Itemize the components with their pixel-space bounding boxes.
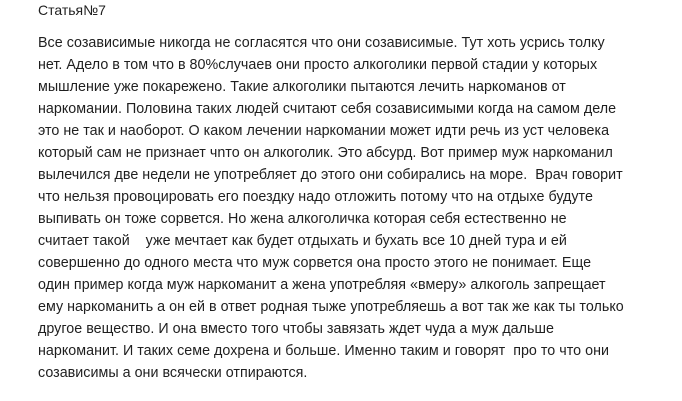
paragraph-line-13: ему наркоманить а он ей в ответ родная тыже употребляешь а вот так же как ты только xyxy=(38,299,624,315)
paragraph-line-2: нет. Адело в том что в 80%случаев они просто алкоголики первой стадии у которых xyxy=(38,57,598,73)
paragraph-line-12: один пример когда муж наркоманит а жена употребляя «вмеру» алкоголь запрещает xyxy=(38,277,606,293)
paragraph-line-7: вылечился две недели не употребляет до этого они собирались на море. Врач говорит xyxy=(38,167,623,183)
paragraph-line-11: совершенно до одного места что муж сорвется она просто этого не понимает. Еще xyxy=(38,255,592,271)
document-title: Статья№7 xyxy=(38,2,106,18)
paragraph-line-1: Все созависимые никогда не согласятся что они созависимые. Тут хоть усрись толку xyxy=(38,35,605,51)
paragraph-line-9: выпивать он тоже сорвется. Но жена алкоголичка которая себя естественно не xyxy=(38,211,567,227)
paragraph-line-15: наркоманит. И таких семе дохрена и больше. Именно таким и говорят про то что они xyxy=(38,343,609,359)
paragraph-line-5: это не так и наоборот. О каком лечении наркомании может идти речь из уст человека xyxy=(38,123,610,139)
paragraph-line-16: созависимы а они всячески отпираются. xyxy=(38,365,308,381)
paragraph-line-8: что нельзя провоцировать его поездку надо отложить потому что на отдыхе будуте xyxy=(38,189,593,205)
paragraph-line-6: который сам не признает чnто он алкоголик. Это абсурд. Вот пример муж наркоманил xyxy=(38,145,613,161)
paragraph-line-10: считает такой уже мечтает как будет отдыхать и бухать все 10 дней тура и ей xyxy=(38,233,567,249)
paragraph-line-4: наркомании. Половина таких людей считают себя созависимыми когда на самом деле xyxy=(38,101,617,117)
paragraph-line-3: мышление уже покарежено. Такие алкоголики пытаются лечить наркоманов от xyxy=(38,79,566,95)
paragraph-line-14: другое вещество. И она вместо того чтобы завязать ждет чуда а муж дальше xyxy=(38,321,554,337)
